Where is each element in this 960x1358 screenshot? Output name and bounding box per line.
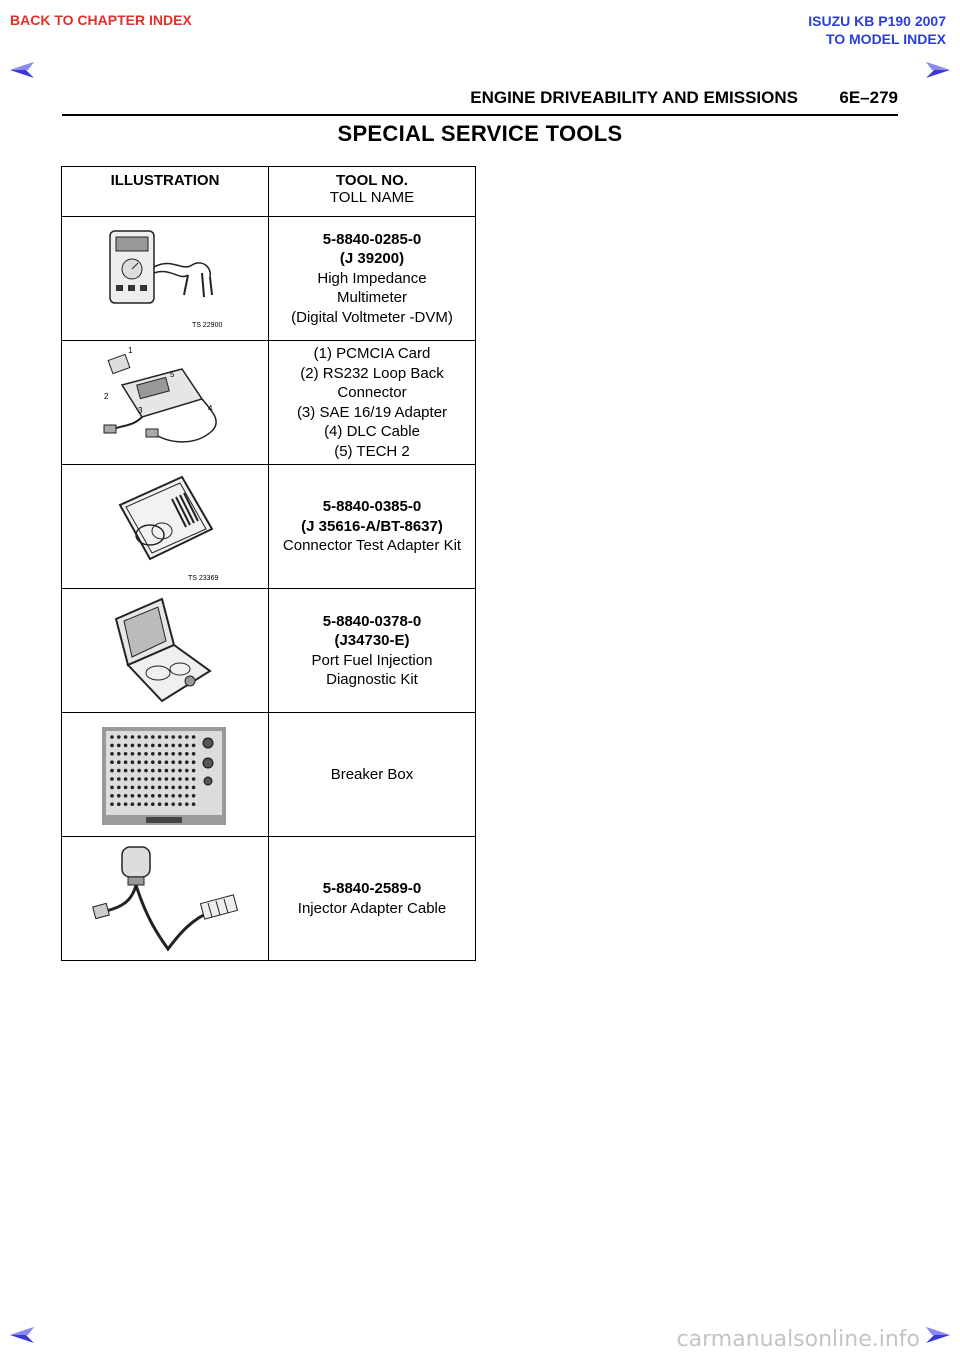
tool-description xyxy=(269,341,476,465)
figure-code: TS 23369 xyxy=(188,575,219,582)
breaker-jack-dot xyxy=(110,777,114,781)
breaker-jack-dot xyxy=(117,769,121,773)
breaker-box-illustration xyxy=(62,713,269,837)
breaker-jack-dot xyxy=(124,769,128,773)
tool-part: (4) DLC Cable xyxy=(324,423,420,440)
breaker-jack-dot xyxy=(151,802,155,806)
breaker-jack-dot xyxy=(110,786,114,790)
breaker-box-photo xyxy=(62,713,268,836)
breaker-jack-dot xyxy=(158,786,162,790)
breaker-jack-dot xyxy=(117,744,121,748)
breaker-jack-dot xyxy=(144,752,148,756)
breaker-jack-dot xyxy=(124,760,128,764)
breaker-jack-dot xyxy=(185,802,189,806)
breaker-jack-dot xyxy=(165,735,169,739)
breaker-jack-dot xyxy=(158,744,162,748)
page-title: SPECIAL SERVICE TOOLS xyxy=(337,121,623,146)
breaker-jack-dot xyxy=(124,794,128,798)
breaker-jack-dot xyxy=(178,735,182,739)
table-row xyxy=(62,341,476,465)
breaker-jack-dot xyxy=(165,794,169,798)
breaker-jack-dot xyxy=(131,777,135,781)
breaker-jack-dot xyxy=(158,777,162,781)
tool-no-header: TOOL NO. xyxy=(336,172,408,189)
breaker-jack-dot xyxy=(144,794,148,798)
tool-number: 5-8840-0385-0 xyxy=(322,498,422,516)
breaker-jack-dot xyxy=(110,744,114,748)
special-tools-table xyxy=(61,166,476,961)
model-index-link[interactable] xyxy=(808,12,946,48)
breaker-jack-dot xyxy=(110,802,114,806)
breaker-jack-dot xyxy=(137,802,141,806)
breaker-jack-dot xyxy=(178,802,182,806)
breaker-jack-dot xyxy=(151,735,155,739)
fuel-injection-kit-icon xyxy=(62,589,268,712)
breaker-jack-dot xyxy=(131,735,135,739)
next-page-arrow-icon[interactable] xyxy=(924,60,952,80)
breaker-jack-dot xyxy=(131,760,135,764)
breaker-jack-dot xyxy=(185,760,189,764)
breaker-jack-dot xyxy=(131,744,135,748)
breaker-jack-dot xyxy=(110,760,114,764)
running-header xyxy=(62,86,898,116)
breaker-jack-dot xyxy=(192,752,196,756)
breaker-jack-dot xyxy=(137,769,141,773)
breaker-jack-dot xyxy=(158,735,162,739)
breaker-jack-dot xyxy=(165,786,169,790)
breaker-jack-dot xyxy=(192,777,196,781)
tool-description xyxy=(269,589,476,713)
breaker-jack-dot xyxy=(165,752,169,756)
tool-code: (J 35616-A/BT-8637) xyxy=(301,517,443,535)
tool-description xyxy=(269,713,476,837)
breaker-jack-dot xyxy=(117,735,121,739)
breaker-jack-dot xyxy=(178,744,182,748)
breaker-jack-dot xyxy=(151,769,155,773)
breaker-jack-dot xyxy=(178,794,182,798)
breaker-jack-dot xyxy=(165,760,169,764)
breaker-jack-dot xyxy=(192,794,196,798)
tool-name: Injector Adapter Cable xyxy=(297,899,447,917)
breaker-jack-dot xyxy=(151,794,155,798)
breaker-jack-dot xyxy=(158,752,162,756)
breaker-jack-dot xyxy=(124,752,128,756)
adapter-kit-case-icon xyxy=(62,465,268,588)
breaker-jack-dot xyxy=(144,777,148,781)
breaker-jack-dot xyxy=(144,744,148,748)
adapter-kit-illustration xyxy=(62,465,269,589)
tool-header xyxy=(269,167,476,217)
breaker-jack-dot xyxy=(144,802,148,806)
breaker-jack-dot xyxy=(117,786,121,790)
tool-name: Diagnostic Kit xyxy=(326,671,418,688)
tool-number: 5-8840-0285-0 xyxy=(322,230,422,248)
breaker-jack-dot xyxy=(110,752,114,756)
prev-page-arrow-icon[interactable] xyxy=(8,60,36,80)
tool-code: (J 39200) xyxy=(339,250,405,268)
tool-name: Multimeter xyxy=(336,289,407,307)
breaker-jack-dot xyxy=(165,769,169,773)
table-header-row xyxy=(62,167,476,217)
breaker-jack-dot xyxy=(137,744,141,748)
tool-number: 5-8840-2589-0 xyxy=(322,880,422,897)
table-row xyxy=(62,837,476,961)
breaker-jack-dot xyxy=(185,777,189,781)
callout-5: 5 xyxy=(170,370,175,379)
breaker-jack-dot xyxy=(171,786,175,790)
breaker-jack-dot xyxy=(165,744,169,748)
tool-name: High Impedance xyxy=(317,269,427,287)
breaker-jack-dot xyxy=(117,794,121,798)
tool-name-header: TOLL NAME xyxy=(329,189,415,206)
breaker-jack-dot xyxy=(117,752,121,756)
table-row xyxy=(62,465,476,589)
tool-part: (2) RS232 Loop Back xyxy=(300,364,444,382)
breaker-jack-dot xyxy=(117,777,121,781)
tool-part: (5) TECH 2 xyxy=(334,442,410,460)
breaker-jack-dot xyxy=(110,794,114,798)
next-page-arrow-bottom-icon[interactable] xyxy=(924,1325,952,1345)
tool-name: Breaker Box xyxy=(330,765,414,783)
breaker-jack-dot xyxy=(144,786,148,790)
breaker-jack-dot xyxy=(137,760,141,764)
breaker-jack-dot xyxy=(151,760,155,764)
tech2-kit-icon xyxy=(62,341,268,464)
to-model-index[interactable]: TO MODEL INDEX xyxy=(825,31,946,47)
breaker-jack-dot xyxy=(158,760,162,764)
breaker-jack-dot xyxy=(117,760,121,764)
breaker-jack-dot xyxy=(178,760,182,764)
breaker-jack-dot xyxy=(178,786,182,790)
breaker-jack-dot xyxy=(192,769,196,773)
breaker-jack-dot xyxy=(151,777,155,781)
injector-cable-icon xyxy=(62,837,268,960)
breaker-jack-dot xyxy=(178,769,182,773)
breaker-jack-dot xyxy=(185,735,189,739)
breaker-jack-dot xyxy=(192,744,196,748)
breaker-jack-dot xyxy=(124,786,128,790)
breaker-jack-dot xyxy=(171,802,175,806)
table-row xyxy=(62,589,476,713)
breaker-jack-dot xyxy=(171,752,175,756)
multimeter-icon xyxy=(62,217,268,340)
breaker-jack-dot xyxy=(158,794,162,798)
tool-code: (J34730-E) xyxy=(334,632,410,649)
prev-page-arrow-bottom-icon[interactable] xyxy=(8,1325,36,1345)
breaker-jack-dot xyxy=(137,786,141,790)
breaker-jack-dot xyxy=(144,760,148,764)
illustration-header: ILLUSTRATION xyxy=(62,167,269,217)
breaker-jack-dot xyxy=(178,777,182,781)
breaker-jack-dot xyxy=(117,802,121,806)
tool-number: 5-8840-0378-0 xyxy=(322,612,422,630)
tool-description xyxy=(269,465,476,589)
breaker-jack-dot xyxy=(192,802,196,806)
breaker-jack-dot xyxy=(144,735,148,739)
breaker-jack-dot xyxy=(192,760,196,764)
breaker-jack-dot xyxy=(165,777,169,781)
fuel-injection-kit-illustration xyxy=(62,589,269,713)
breaker-jack-dot xyxy=(165,802,169,806)
tool-part: Connector xyxy=(337,384,407,401)
tool-description xyxy=(269,217,476,341)
breaker-jack-dot xyxy=(185,752,189,756)
tool-name: Port Fuel Injection xyxy=(311,651,433,669)
breaker-jack-dot xyxy=(171,760,175,764)
breaker-jack-dot xyxy=(151,752,155,756)
tool-description xyxy=(269,837,476,961)
back-to-chapter-index-link[interactable]: BACK TO CHAPTER INDEX xyxy=(10,12,192,28)
breaker-jack-dot xyxy=(131,794,135,798)
callout-1: 1 xyxy=(128,346,133,355)
breaker-jack-dot xyxy=(185,786,189,790)
tool-name: (Digital Voltmeter -DVM) xyxy=(291,308,453,326)
breaker-jack-dot xyxy=(185,769,189,773)
breaker-jack-dot xyxy=(137,752,141,756)
figure-code: TS 22900 xyxy=(192,322,223,329)
breaker-jack-dot xyxy=(151,744,155,748)
table-row xyxy=(62,217,476,341)
breaker-jack-dot xyxy=(171,735,175,739)
table-row xyxy=(62,713,476,837)
model-name[interactable]: ISUZU KB P190 2007 xyxy=(808,13,946,29)
breaker-jack-dot xyxy=(185,794,189,798)
callout-3: 3 xyxy=(138,406,143,415)
page-number: 6E–279 xyxy=(839,88,898,107)
breaker-jack-dot xyxy=(110,735,114,739)
callout-4: 4 xyxy=(208,404,213,413)
breaker-jack-dot xyxy=(137,794,141,798)
breaker-jack-dot xyxy=(171,744,175,748)
breaker-jack-dot xyxy=(178,752,182,756)
breaker-jack-dot xyxy=(124,777,128,781)
breaker-jack-dot xyxy=(137,777,141,781)
tool-part: (1) PCMCIA Card xyxy=(313,345,431,362)
breaker-jack-dot xyxy=(124,802,128,806)
breaker-jack-dot xyxy=(131,769,135,773)
breaker-jack-dot xyxy=(171,777,175,781)
breaker-jack-dot xyxy=(185,744,189,748)
section-title: ENGINE DRIVEABILITY AND EMISSIONS xyxy=(470,88,798,107)
breaker-jack-dot xyxy=(158,802,162,806)
breaker-jack-dot xyxy=(131,752,135,756)
injector-cable-illustration xyxy=(62,837,269,961)
watermark-site: carmanualsonline.info xyxy=(676,1327,920,1352)
breaker-jack-dot xyxy=(110,769,114,773)
breaker-jack-dot xyxy=(192,786,196,790)
tech2-illustration xyxy=(62,341,269,465)
breaker-jack-dot xyxy=(192,735,196,739)
breaker-jack-dot xyxy=(124,744,128,748)
breaker-jack-dot xyxy=(124,735,128,739)
breaker-jack-dot xyxy=(131,802,135,806)
tool-name: Connector Test Adapter Kit xyxy=(282,537,462,555)
breaker-jack-dot xyxy=(151,786,155,790)
breaker-jack-dot xyxy=(171,769,175,773)
tool-part: (3) SAE 16/19 Adapter xyxy=(296,403,448,421)
multimeter-illustration xyxy=(62,217,269,341)
breaker-jack-dot xyxy=(158,769,162,773)
breaker-jack-dot xyxy=(171,794,175,798)
breaker-jack-dot xyxy=(144,769,148,773)
breaker-jack-dot xyxy=(137,735,141,739)
callout-2: 2 xyxy=(104,392,109,401)
breaker-jack-dot xyxy=(131,786,135,790)
